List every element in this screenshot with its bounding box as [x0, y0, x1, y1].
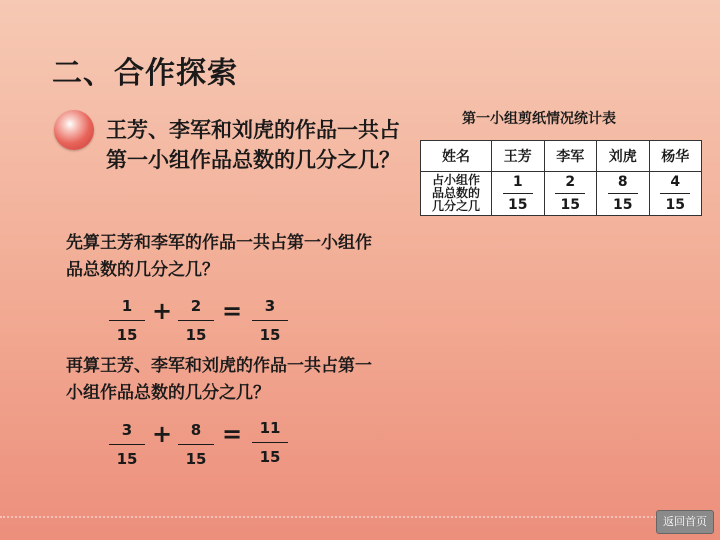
denominator: 15 — [259, 448, 281, 466]
numerator: 3 — [121, 421, 133, 439]
table-row — [421, 172, 702, 216]
bullet-icon — [54, 110, 94, 150]
denominator: 15 — [613, 197, 633, 213]
fraction-bar — [555, 193, 585, 194]
table-header-row — [421, 141, 702, 172]
name-cell: 刘虎 — [597, 141, 650, 172]
numerator: 1 — [512, 174, 523, 190]
denominator: 15 — [508, 197, 528, 213]
plus-sign: + — [152, 297, 173, 325]
fraction-cell — [544, 172, 597, 216]
numerator: 1 — [121, 297, 133, 315]
header-label: 姓名 — [421, 141, 492, 172]
fraction-cell — [492, 172, 545, 216]
fraction-cell — [597, 172, 650, 216]
table-title: 第一小组剪纸情况统计表 — [462, 111, 616, 127]
numerator: 8 — [617, 174, 628, 190]
fraction-bar — [252, 320, 288, 321]
denominator: 15 — [185, 450, 207, 468]
denominator: 15 — [259, 326, 281, 344]
fraction — [109, 296, 145, 345]
fraction — [252, 296, 288, 345]
numerator: 11 — [259, 419, 281, 437]
denominator: 15 — [665, 197, 685, 213]
denominator: 15 — [185, 326, 207, 344]
fraction-bar — [178, 444, 214, 445]
row-label — [421, 172, 492, 216]
numerator: 2 — [190, 297, 202, 315]
equals-sign: = — [222, 420, 243, 448]
equals-sign: = — [222, 297, 243, 325]
fraction — [178, 296, 214, 345]
numerator: 4 — [670, 174, 681, 190]
row-label-line: 品总数的 — [431, 186, 480, 200]
fraction-bar — [608, 193, 638, 194]
fraction-bar — [178, 320, 214, 321]
denominator: 15 — [116, 450, 138, 468]
back-home-button[interactable]: 返回首页 — [656, 510, 714, 534]
fraction-bar — [660, 193, 690, 194]
denominator: 15 — [116, 326, 138, 344]
row-label-line: 占小组作 — [431, 173, 480, 187]
denominator: 15 — [560, 197, 580, 213]
fraction — [178, 420, 214, 469]
step2-text: 再算王芳、李军和刘虎的作品一共占第一小组作品总数的几分之几？ — [66, 356, 372, 403]
stats-table — [420, 140, 702, 216]
fraction-cell — [649, 172, 702, 216]
dotted-divider — [0, 516, 660, 519]
step1-text: 先算王芳和李军的作品一共占第一小组作品总数的几分之几？ — [66, 233, 372, 280]
numerator: 3 — [264, 297, 276, 315]
page-title: 二、合作探索 — [52, 56, 238, 91]
row-label-line: 几分之几 — [431, 199, 480, 213]
numerator: 8 — [190, 421, 202, 439]
fraction — [252, 418, 288, 467]
name-cell: 杨华 — [649, 141, 702, 172]
numerator: 2 — [565, 174, 576, 190]
fraction — [109, 420, 145, 469]
fraction-bar — [252, 442, 288, 443]
plus-sign: + — [152, 420, 173, 448]
name-cell: 王芳 — [492, 141, 545, 172]
fraction-bar — [109, 444, 145, 445]
question-text: 王芳、李军和刘虎的作品一共占第一小组作品总数的几分之几？ — [106, 118, 400, 172]
fraction-bar — [109, 320, 145, 321]
name-cell: 李军 — [544, 141, 597, 172]
fraction-bar — [503, 193, 533, 194]
